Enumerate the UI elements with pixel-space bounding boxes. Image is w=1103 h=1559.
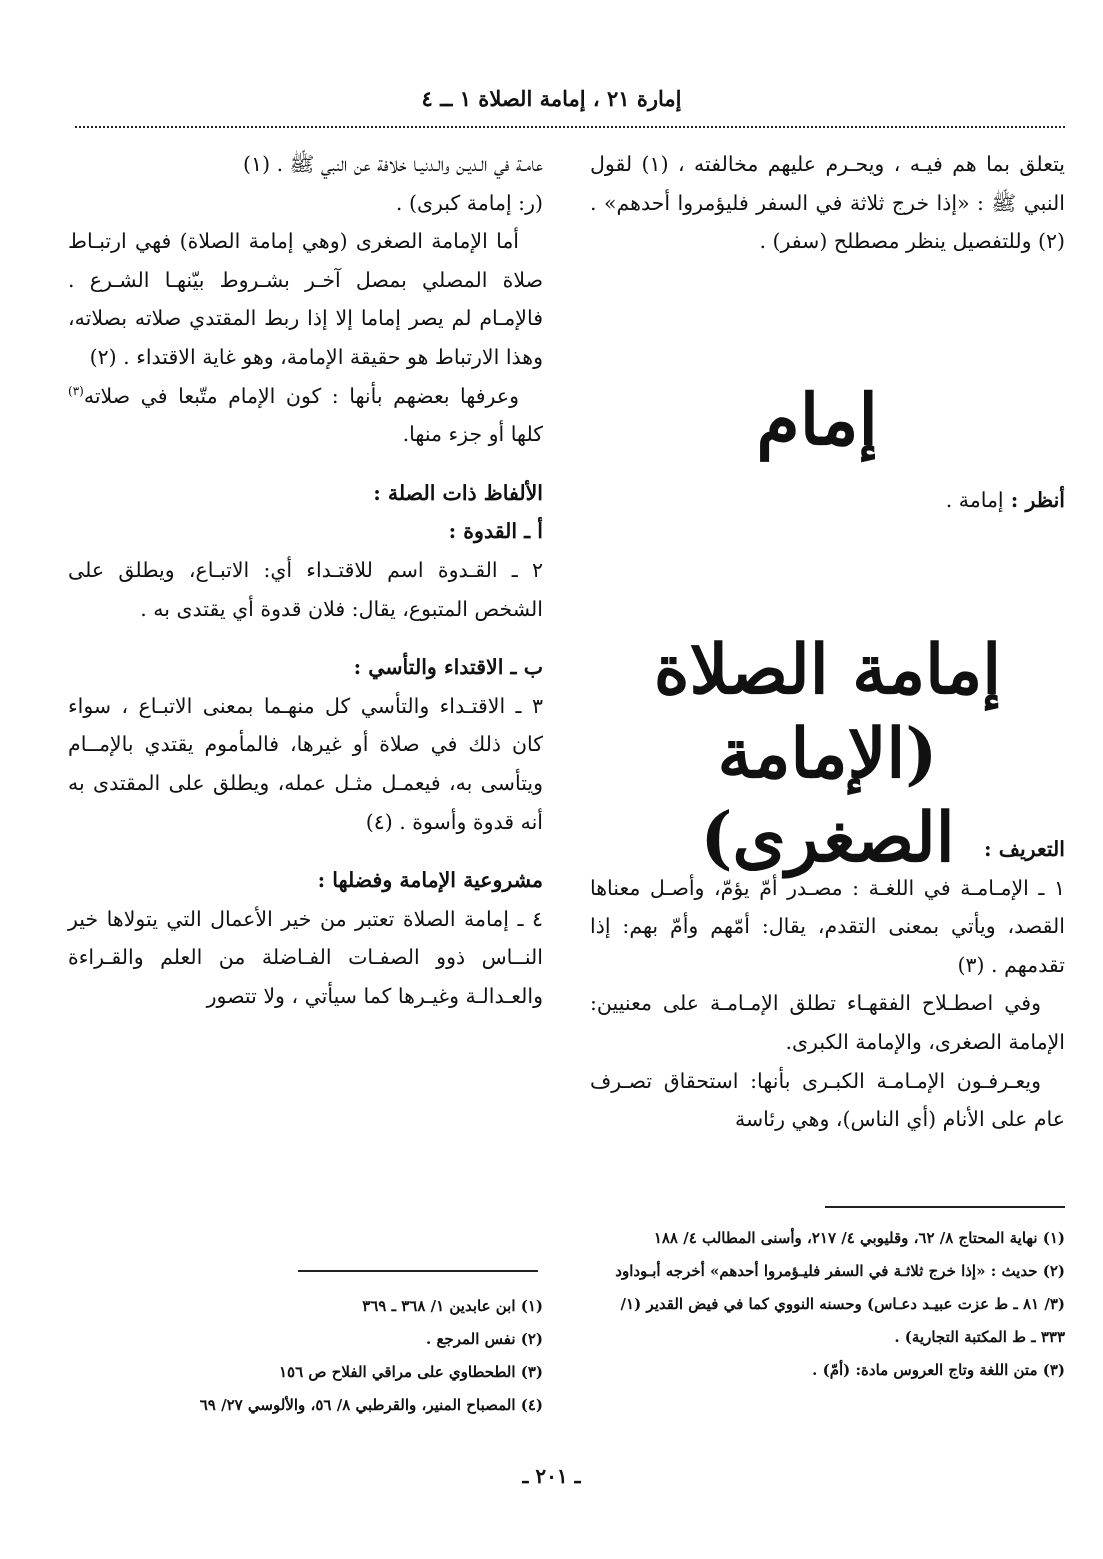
main-title-line-1: إمامة الصلاة xyxy=(653,630,1002,710)
spacer xyxy=(68,841,543,861)
definition-heading: التعريف : xyxy=(984,837,1065,861)
cross-reference[interactable]: (ر: إمامة كبرى) . xyxy=(395,190,543,215)
page-number: ـ ٢٠١ ـ xyxy=(522,1464,581,1488)
legitimacy-heading: مشروعية الإمامة وفضلها : xyxy=(317,868,543,893)
paragraph-1: ١ ـ الإمـامـة في اللغـة : مصـدر أمّ يؤمّ، وأصـل معناها القصد، ويأتي بمعنى التقدم، يقال: أمّهم وأمّ بهم: إذا تقدمهم . (٣) xyxy=(590,875,1065,977)
paragraph-imama-sughra: أما الإمامة الصغرى (وهي إمامة الصلاة) فهي ارتبـاط صلاة المصلي بمصل آخـر بشـروط بيّنهـا الشـرع . فالإمـام لم يصر إماما إلا إذا ربط المقتدي صلاته بصلاته، وهذا الارتباط هو حقيقة الإمامة، وهو غاية الاقتداء . (٢) xyxy=(68,229,543,369)
footnote-divider-right xyxy=(825,1206,1065,1208)
paragraph-alt-definition: وعرفها بعضهم بأنها : كون الإمام متّبعا في صلاته$^{(٣)}$ كلها أو جزء منها. xyxy=(68,383,543,447)
see-also-label: أنظر : xyxy=(1010,488,1065,512)
paragraph-imama-kubra: ويعـرفـون الإمـامـة الكبـرى بأنها: استحقاق تصـرف عام على الأنام (أي الناس)، وهي رئاسة xyxy=(590,1068,1065,1132)
subheading-iqtida: ب ـ الاقتداء والتأسي : xyxy=(353,655,543,680)
paragraph-fiqh-definition: وفي اصطـلاح الفقهـاء تطلق الإمـامـة على معنيين: الإمامة الصغرى، والإمامة الكبرى. xyxy=(590,991,1065,1054)
see-also xyxy=(946,488,1065,512)
footnote-item: (١) ابن عابدين ١/ ٣٦٨ ـ ٣٦٩ xyxy=(362,1297,543,1315)
footnote-item: (٣) الطحطاوي على مراقي الفلاح ص ١٥٦ xyxy=(278,1363,543,1381)
footnote-item: (٢) نفس المرجع . xyxy=(426,1330,543,1348)
right-column xyxy=(590,145,1065,261)
subheading-qudwa: أ ـ القدوة : xyxy=(448,519,543,544)
related-terms-heading: الألفاظ ذات الصلة : xyxy=(373,480,543,505)
footnote-item: (٣) متن اللغة وتاج العروس مادة: (أمّ) . xyxy=(812,1361,1065,1379)
entry-title-imam: إمام xyxy=(756,378,878,461)
right-column-body xyxy=(590,830,1065,1139)
running-head: إمارة ٢١ ، إمامة الصلاة ١ ــ ٤ xyxy=(421,86,682,111)
footnotes-left xyxy=(68,1290,543,1422)
main-title-line-2: (الإمامة الصغرى) xyxy=(700,714,955,878)
footnotes-right xyxy=(595,1222,1065,1387)
paragraph-2: ٢ ـ القـدوة اسم للاقتـداء أي: الاتبـاع، ويطلق على الشخص المتبوع، يقال: فلان قدوة أي يقتدى به . xyxy=(68,557,543,621)
left-column xyxy=(68,145,543,1015)
paragraph-4: ٤ ـ إمامة الصلاة تعتبر من خير الأعمال التي يتولاها خير النــاس ذوو الصفـات الفـاضلة من العلم والقـراءة والعـدالـة وغيـرها كما سيأتي ، ولا تتصور xyxy=(68,906,543,1008)
paragraph-3: ٣ ـ الاقتـداء والتأسي كل منهـما بمعنى الاتبـاع ، سواء كان ذلك في صلاة أو غيرها، فالمأموم يقتدي بالإمــام ويتأسى به، فيعمـل مثـل عمله، ويطلق على المقتدى به أنه قدوة وأسوة . (٤) xyxy=(68,693,543,834)
spacer xyxy=(68,628,543,648)
left-paragraph-continuation: عامـة في الـديـن والـدنيـا خلافة عن النبي ﷺ . (١) xyxy=(243,152,543,176)
see-also-link[interactable]: إمامة . xyxy=(945,488,1004,512)
footnote-item: (٢) حديث : «إذا خرج ثلاثـة في السفر فليـؤمروا أحدهم» أخرجه أبـوداود (٣/ ٨١ ـ ط عزت عبيـد دعـاس) وحسنه النووي كما في فيض القدير (١/ ٣٣٣ ـ ط المكتبة التجارية) . xyxy=(615,1262,1065,1346)
footnote-marker: (٣) xyxy=(68,383,84,398)
footnote-item: (١) نهاية المحتاج ٨/ ٦٢، وقليوبي ٤/ ٢١٧، وأسنى المطالب ٤/ ١٨٨ xyxy=(653,1229,1065,1247)
footnote-divider-left xyxy=(298,1270,538,1272)
header-divider xyxy=(75,126,1065,128)
footnote-item: (٤) المصباح المنير، والقرطبي ٨/ ٥٦، والألوسي ٢٧/ ٦٩ xyxy=(199,1396,543,1414)
right-paragraph-intro: يتعلق بما هم فيـه ، ويحـرم عليهم مخالفته ، (١) لقول النبي ﷺ : «إذا خرج ثلاثة في السفر فليؤمروا أحدهم» . (٢) وللتفصيل ينظر مصطلح (سفر) . xyxy=(590,152,1065,254)
spacer xyxy=(68,454,543,474)
